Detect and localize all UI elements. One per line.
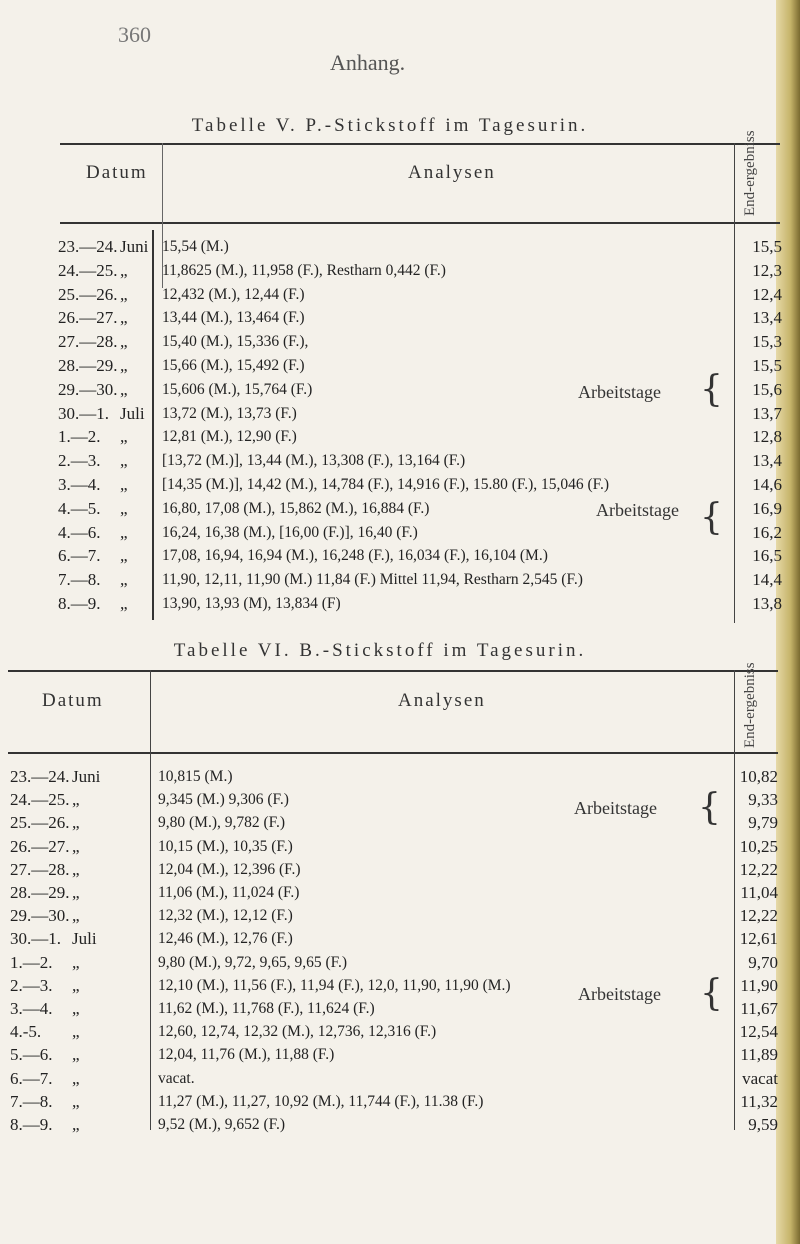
row-month: „ [120, 308, 128, 328]
table5-row [58, 451, 782, 472]
row-date: 2.—3. [10, 975, 53, 995]
row-end-result: 13,8 [752, 594, 782, 613]
row-end-result: 16,9 [752, 498, 782, 518]
row-analysis: 13,44 (M.), 13,464 (F.) [162, 309, 305, 327]
row-date: 8.—9. [58, 594, 101, 613]
table5-row [58, 332, 782, 353]
row-analysis: 17,08, 16,94, 16,94 (M.), 16,248 (F.), 16,034 (F.), 16,104 (M.) [162, 547, 548, 565]
row-month: „ [120, 427, 128, 447]
table6-row [10, 952, 778, 974]
row-date: 29.—30. [10, 906, 70, 926]
row-analysis: 12,10 (M.), 11,56 (F.), 11,94 (F.), 12,0, 11,90, 11,90 (M.) [158, 976, 511, 994]
table6-row [10, 1115, 778, 1136]
row-month: Juni [120, 237, 149, 256]
row-analysis: 12,46 (M.), 12,76 (F.) [158, 930, 293, 948]
row-end-result: 15,6 [752, 379, 782, 399]
row-month: „ [120, 546, 128, 566]
row-analysis: 15,54 (M.) [162, 238, 229, 255]
table6-col-analyses: Analysen [398, 690, 486, 711]
row-month: „ [72, 906, 80, 926]
row-date: 24.—25. [58, 260, 118, 280]
row-month: „ [72, 883, 80, 902]
row-end-result: 16,5 [752, 546, 782, 566]
row-end-result: 12,61 [739, 929, 778, 949]
row-end-result: 12,4 [752, 284, 782, 304]
row-analysis: 10,815 (M.) [158, 768, 233, 785]
row-analysis: 12,81 (M.), 12,90 (F.) [162, 428, 297, 446]
table6-row [10, 859, 778, 881]
row-date: 6.—7. [10, 1068, 53, 1088]
row-month: „ [120, 284, 128, 304]
row-end-result: 13,7 [752, 403, 782, 423]
row-date: 28.—29. [10, 883, 70, 902]
row-analysis: 12,04 (M.), 12,396 (F.) [158, 860, 301, 878]
row-analysis: 12,432 (M.), 12,44 (F.) [162, 285, 305, 303]
table6-row [10, 883, 778, 904]
table6-row [10, 1068, 778, 1090]
table5-row [58, 308, 782, 329]
table6-row [10, 929, 778, 950]
table6-col-date: Datum [42, 690, 104, 711]
row-analysis: 12,32 (M.), 12,12 (F.) [158, 907, 293, 925]
row-date: 6.—7. [58, 546, 101, 566]
row-end-result: 13,4 [752, 308, 782, 328]
row-date: 2.—3. [58, 451, 101, 471]
row-month: „ [120, 570, 128, 590]
table6-col-end: End-ergebniss [742, 662, 758, 748]
table5-row [58, 570, 782, 591]
row-analysis: 15,40 (M.), 15,336 (F.), [162, 333, 309, 351]
table5-top-rule [60, 143, 780, 145]
row-analysis: 11,8625 (M.), 11,958 (F.), Restharn 0,442 (F.) [162, 261, 446, 279]
table6-rows [10, 767, 778, 1148]
table5-head-rule [60, 222, 780, 224]
row-end-result: 11,89 [740, 1045, 778, 1065]
table6-brace-1: { [698, 787, 721, 828]
row-date: 27.—28. [58, 332, 118, 352]
row-month: „ [72, 1091, 80, 1111]
row-end-result: 9,33 [748, 790, 778, 810]
row-analysis: 9,52 (M.), 9,652 (F.) [158, 1116, 286, 1133]
row-month: „ [72, 1068, 80, 1088]
table5-row [58, 475, 782, 496]
table5-rows [58, 237, 782, 628]
row-month: „ [72, 836, 80, 856]
table5-row [58, 594, 782, 615]
table6-caption: Tabelle VI. B.-Stickstoff im Tagesurin. [173, 640, 587, 661]
row-month: Juli [72, 929, 97, 949]
row-date: 1.—2. [58, 427, 101, 447]
table6-brace-label-2: Arbeitstage [578, 984, 661, 1004]
row-month: „ [72, 999, 80, 1018]
row-month: „ [72, 975, 80, 995]
row-end-result: 12,54 [739, 1022, 778, 1042]
row-analysis: 11,62 (M.), 11,768 (F.), 11,624 (F.) [158, 1000, 375, 1017]
row-month: „ [120, 475, 128, 494]
table5-brace-2: { [700, 497, 723, 538]
row-date: 8.—9. [10, 1115, 53, 1134]
table5-col-date: Datum [86, 162, 148, 183]
table5-col-analyses: Analysen [408, 162, 496, 183]
row-end-result: 15,5 [752, 237, 782, 256]
row-end-result: 13,4 [752, 451, 782, 471]
row-analysis: 16,24, 16,38 (M.), [16,00 (F.)], 16,40 (F.) [162, 523, 418, 541]
table6-row [10, 1022, 778, 1043]
row-analysis: 13,90, 13,93 (M), 13,834 (F) [162, 595, 341, 612]
row-date: 4.—5. [58, 498, 101, 518]
running-head: Anhang. [330, 50, 406, 75]
row-date: 30.—1. [58, 403, 109, 423]
row-date: 5.—6. [10, 1045, 53, 1065]
row-analysis: vacat. [158, 1069, 195, 1087]
table6-row [10, 1091, 778, 1113]
row-month: „ [72, 790, 80, 810]
row-end-result: 11,04 [740, 883, 778, 902]
row-analysis: 16,80, 17,08 (M.), 15,862 (M.), 16,884 (F.) [162, 499, 430, 517]
row-end-result: 14,6 [752, 475, 782, 494]
row-end-result: 9,59 [748, 1115, 778, 1134]
table5-caption: Tabelle V. P.-Stickstoff im Tagesurin. [191, 115, 589, 136]
table5-brace-label-1: Arbeitstage [578, 382, 661, 402]
row-end-result: vacat [742, 1068, 778, 1088]
row-month: „ [72, 813, 80, 833]
table6-row [10, 767, 778, 788]
row-month: Juni [72, 767, 101, 786]
row-date: 23.—24. [58, 237, 118, 256]
table5-row [58, 284, 782, 306]
row-analysis: 9,80 (M.), 9,72, 9,65, 9,65 (F.) [158, 953, 348, 971]
table5-row [58, 260, 782, 282]
row-end-result: 9,79 [748, 813, 778, 833]
row-date: 3.—4. [58, 475, 101, 494]
row-analysis: [14,35 (M.)], 14,42 (M.), 14,784 (F.), 14,916 (F.), 15.80 (F.), 15,046 (F.) [162, 476, 610, 493]
row-end-result: 16,2 [752, 522, 782, 542]
row-date: 4.-5. [10, 1022, 42, 1042]
table6-row [10, 1045, 778, 1066]
page-number: 360 [118, 22, 151, 47]
row-end-result: 12,22 [739, 906, 778, 926]
row-end-result: 15,3 [752, 332, 782, 352]
row-month: „ [72, 859, 80, 879]
row-month: „ [120, 498, 128, 518]
row-end-result: 11,67 [740, 999, 778, 1018]
table6-head-rule [8, 752, 778, 754]
table5-row [58, 356, 782, 377]
table5-brace-label-2: Arbeitstage [596, 500, 679, 520]
table5-brace-1: { [700, 369, 723, 410]
table6-row [10, 836, 778, 858]
row-date: 29.—30. [58, 379, 118, 399]
row-analysis: 13,72 (M.), 13,73 (F.) [162, 404, 297, 422]
row-date: 30.—1. [10, 929, 61, 949]
row-date: 27.—28. [10, 859, 70, 879]
row-date: 7.—8. [10, 1091, 53, 1111]
row-analysis: 11,27 (M.), 11,27, 10,92 (M.), 11,744 (F.), 11.38 (F.) [158, 1092, 484, 1110]
row-analysis: 9,80 (M.), 9,782 (F.) [158, 814, 286, 832]
row-month: Juli [120, 403, 145, 423]
row-month: „ [72, 1115, 80, 1134]
row-end-result: 12,8 [752, 427, 782, 447]
row-date: 1.—2. [10, 952, 53, 972]
row-date: 23.—24. [10, 767, 70, 786]
row-end-result: 12,3 [752, 260, 782, 280]
row-date: 25.—26. [10, 813, 70, 833]
row-end-result: 9,70 [748, 952, 778, 972]
row-analysis: 11,06 (M.), 11,024 (F.) [158, 884, 300, 901]
row-analysis: 9,345 (M.) 9,306 (F.) [158, 791, 289, 809]
row-month: „ [120, 356, 128, 375]
row-date: 25.—26. [58, 284, 118, 304]
table5-row [58, 427, 782, 448]
row-analysis: 15,606 (M.), 15,764 (F.) [162, 380, 313, 398]
row-analysis: 10,15 (M.), 10,35 (F.) [158, 837, 293, 855]
row-date: 3.—4. [10, 999, 53, 1018]
row-analysis: [13,72 (M.)], 13,44 (M.), 13,308 (F.), 13,164 (F.) [162, 452, 466, 470]
row-month: „ [120, 451, 128, 471]
row-month: „ [72, 1045, 80, 1065]
row-end-result: 12,22 [739, 859, 778, 879]
row-end-result: 14,4 [752, 570, 782, 590]
row-month: „ [120, 260, 128, 280]
row-end-result: 15,5 [752, 356, 782, 375]
row-end-result: 11,32 [740, 1091, 778, 1111]
table6-top-rule [8, 670, 778, 672]
table5-row [58, 546, 782, 567]
table6-brace-label-1: Arbeitstage [574, 798, 657, 818]
row-analysis: 12,04, 11,76 (M.), 11,88 (F.) [158, 1046, 335, 1064]
page-edge [776, 0, 800, 1244]
row-month: „ [120, 594, 128, 613]
row-date: 24.—25. [10, 790, 70, 810]
row-analysis: 11,90, 12,11, 11,90 (M.) 11,84 (F.) Mittel 11,94, Restharn 2,545 (F.) [162, 571, 583, 589]
table5-row [58, 522, 782, 544]
row-analysis: 15,66 (M.), 15,492 (F.) [162, 357, 305, 374]
row-analysis: 12,60, 12,74, 12,32 (M.), 12,736, 12,316 (F.) [158, 1023, 437, 1041]
table5-row [58, 237, 782, 258]
row-month: „ [72, 952, 80, 972]
row-date: 7.—8. [58, 570, 101, 590]
row-date: 26.—27. [58, 308, 118, 328]
row-date: 26.—27. [10, 836, 70, 856]
table6-brace-2: { [700, 973, 723, 1014]
table5-row [58, 403, 782, 425]
row-date: 4.—6. [58, 522, 101, 542]
row-month: „ [120, 522, 128, 542]
table5-col-end: End-ergebniss [742, 130, 758, 216]
table6-row [10, 906, 778, 927]
row-end-result: 10,25 [739, 836, 778, 856]
row-month: „ [72, 1022, 80, 1042]
row-date: 28.—29. [58, 356, 118, 375]
row-month: „ [120, 379, 128, 399]
row-end-result: 11,90 [740, 975, 778, 995]
row-month: „ [120, 332, 128, 352]
row-end-result: 10,82 [739, 767, 778, 786]
